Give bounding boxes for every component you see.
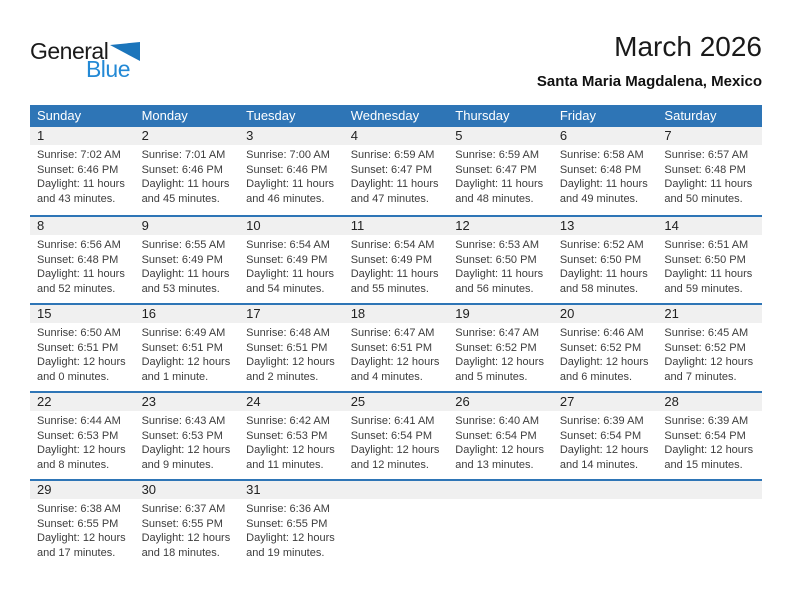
weekday-header-row bbox=[30, 105, 762, 127]
day-detail-line: Sunset: 6:55 PM bbox=[246, 517, 328, 530]
day-number: 21 bbox=[657, 305, 762, 323]
calendar-day-cell bbox=[657, 127, 762, 215]
calendar-day-cell bbox=[30, 127, 135, 215]
day-number: 13 bbox=[553, 217, 658, 235]
day-detail-line: Sunset: 6:48 PM bbox=[664, 163, 746, 176]
calendar-day-cell bbox=[344, 393, 449, 479]
day-number bbox=[553, 481, 658, 499]
day-detail-line: and 55 minutes. bbox=[350, 282, 429, 295]
day-detail-line: Sunset: 6:52 PM bbox=[455, 341, 537, 354]
calendar-day-cell bbox=[135, 305, 240, 391]
day-detail-line: Sunrise: 6:52 AM bbox=[559, 239, 644, 251]
day-detail-line: Sunset: 6:49 PM bbox=[246, 253, 328, 266]
calendar-day-cell-empty bbox=[344, 481, 449, 567]
day-detail-line: Sunset: 6:55 PM bbox=[141, 517, 223, 530]
day-number: 31 bbox=[239, 481, 344, 499]
calendar-day-cell bbox=[135, 217, 240, 303]
day-details bbox=[657, 323, 762, 384]
day-detail-line: Daylight: 12 hours bbox=[246, 532, 335, 545]
day-detail-line: Sunrise: 6:49 AM bbox=[141, 327, 226, 339]
day-detail-line: Sunset: 6:51 PM bbox=[37, 341, 119, 354]
calendar-day-cell bbox=[657, 217, 762, 303]
day-detail-line: Sunset: 6:50 PM bbox=[455, 253, 537, 266]
day-number: 26 bbox=[448, 393, 553, 411]
day-number: 27 bbox=[553, 393, 658, 411]
day-number: 22 bbox=[30, 393, 135, 411]
day-detail-line: and 56 minutes. bbox=[455, 282, 534, 295]
day-detail-line: Daylight: 12 hours bbox=[350, 444, 440, 457]
day-detail-line: Sunrise: 6:54 AM bbox=[350, 239, 435, 251]
day-number: 12 bbox=[448, 217, 553, 235]
day-detail-line: Sunrise: 7:01 AM bbox=[141, 149, 226, 161]
day-detail-line: Sunrise: 6:59 AM bbox=[455, 149, 540, 161]
week-row bbox=[30, 127, 762, 215]
calendar-day-cell bbox=[30, 481, 135, 567]
day-number: 24 bbox=[239, 393, 344, 411]
day-details bbox=[657, 145, 762, 206]
day-detail-line: Daylight: 11 hours bbox=[455, 268, 544, 281]
day-detail-line: Daylight: 11 hours bbox=[37, 268, 125, 281]
day-detail-line: Sunset: 6:53 PM bbox=[141, 429, 223, 442]
day-number: 18 bbox=[344, 305, 449, 323]
calendar-day-cell bbox=[239, 481, 344, 567]
calendar-day-cell bbox=[657, 393, 762, 479]
day-detail-line: Sunrise: 6:44 AM bbox=[37, 415, 121, 427]
day-detail-line: Sunrise: 6:57 AM bbox=[664, 149, 749, 161]
calendar-day-cell bbox=[344, 217, 449, 303]
day-detail-line: Daylight: 12 hours bbox=[141, 532, 231, 545]
calendar-day-cell bbox=[135, 481, 240, 567]
day-detail-line: Sunrise: 6:56 AM bbox=[37, 239, 121, 251]
weekday-sunday: Sunday bbox=[37, 108, 82, 123]
weekday-tuesday: Tuesday bbox=[246, 108, 296, 123]
day-detail-line: Sunrise: 6:48 AM bbox=[246, 327, 330, 339]
calendar-day-cell bbox=[553, 305, 658, 391]
day-details bbox=[448, 499, 553, 502]
day-detail-line: Sunrise: 6:53 AM bbox=[455, 239, 540, 251]
day-detail-line: Daylight: 11 hours bbox=[664, 268, 753, 281]
day-detail-line: and 54 minutes. bbox=[246, 282, 325, 295]
day-detail-line: Daylight: 11 hours bbox=[455, 178, 544, 191]
day-detail-line: Sunrise: 6:54 AM bbox=[246, 239, 330, 251]
day-number: 28 bbox=[657, 393, 762, 411]
week-row bbox=[30, 391, 762, 479]
day-number: 16 bbox=[135, 305, 240, 323]
calendar-day-cell-empty bbox=[553, 481, 658, 567]
general-blue-logo bbox=[30, 40, 142, 80]
weekday-wednesday: Wednesday bbox=[350, 108, 420, 123]
day-number bbox=[448, 481, 553, 499]
day-number: 3 bbox=[239, 127, 344, 145]
day-detail-line: Sunrise: 6:42 AM bbox=[246, 415, 330, 427]
calendar-day-cell bbox=[553, 393, 658, 479]
calendar-day-cell bbox=[239, 393, 344, 479]
day-detail-line: and 5 minutes. bbox=[455, 370, 528, 383]
weeks-container bbox=[30, 127, 762, 567]
calendar-day-cell bbox=[448, 393, 553, 479]
day-detail-line: Daylight: 12 hours bbox=[246, 356, 335, 369]
day-detail-line: and 47 minutes. bbox=[350, 192, 429, 205]
day-detail-line: Daylight: 12 hours bbox=[455, 356, 544, 369]
day-detail-line: Sunrise: 6:55 AM bbox=[141, 239, 226, 251]
day-detail-line: Daylight: 11 hours bbox=[350, 268, 439, 281]
day-number: 30 bbox=[135, 481, 240, 499]
day-detail-line: and 7 minutes. bbox=[664, 370, 737, 383]
day-number: 1 bbox=[30, 127, 135, 145]
calendar-day-cell-empty bbox=[657, 481, 762, 567]
day-details bbox=[344, 145, 449, 206]
day-details bbox=[239, 499, 344, 560]
day-detail-line: Daylight: 12 hours bbox=[246, 444, 335, 457]
day-detail-line: Sunset: 6:47 PM bbox=[350, 163, 433, 176]
day-detail-line: Sunset: 6:50 PM bbox=[559, 253, 642, 266]
day-number bbox=[657, 481, 762, 499]
day-detail-line: Sunset: 6:49 PM bbox=[141, 253, 223, 266]
day-detail-line: Sunrise: 6:59 AM bbox=[350, 149, 435, 161]
day-detail-line: Sunrise: 7:00 AM bbox=[246, 149, 330, 161]
day-detail-line: Sunrise: 6:58 AM bbox=[559, 149, 644, 161]
day-details bbox=[344, 235, 449, 296]
day-detail-line: Daylight: 12 hours bbox=[141, 444, 231, 457]
day-detail-line: and 13 minutes. bbox=[455, 458, 534, 471]
day-number: 2 bbox=[135, 127, 240, 145]
day-detail-line: Sunrise: 6:40 AM bbox=[455, 415, 540, 427]
day-detail-line: Sunset: 6:46 PM bbox=[141, 163, 223, 176]
day-detail-line: Daylight: 11 hours bbox=[559, 268, 648, 281]
day-detail-line: and 2 minutes. bbox=[246, 370, 319, 383]
day-detail-line: Daylight: 12 hours bbox=[664, 444, 754, 457]
day-details bbox=[135, 323, 240, 384]
day-detail-line: Sunrise: 6:47 AM bbox=[455, 327, 540, 339]
day-detail-line: Sunset: 6:51 PM bbox=[141, 341, 223, 354]
day-detail-line: and 52 minutes. bbox=[37, 282, 116, 295]
calendar-day-cell bbox=[448, 305, 553, 391]
day-detail-line: Sunrise: 6:39 AM bbox=[559, 415, 644, 427]
day-detail-line: and 17 minutes. bbox=[37, 546, 116, 559]
day-details bbox=[30, 145, 135, 206]
day-detail-line: Daylight: 11 hours bbox=[350, 178, 439, 191]
day-detail-line: Sunrise: 6:37 AM bbox=[141, 503, 226, 515]
day-number: 6 bbox=[553, 127, 658, 145]
day-detail-line: Sunrise: 6:39 AM bbox=[664, 415, 749, 427]
day-detail-line: and 48 minutes. bbox=[455, 192, 534, 205]
day-detail-line: Daylight: 11 hours bbox=[246, 178, 334, 191]
day-detail-line: Sunrise: 6:41 AM bbox=[350, 415, 435, 427]
calendar-day-cell bbox=[30, 393, 135, 479]
day-detail-line: and 53 minutes. bbox=[141, 282, 220, 295]
day-details bbox=[135, 499, 240, 560]
day-detail-line: Sunrise: 6:50 AM bbox=[37, 327, 121, 339]
day-detail-line: Sunset: 6:54 PM bbox=[455, 429, 537, 442]
day-number: 23 bbox=[135, 393, 240, 411]
day-details bbox=[553, 145, 658, 206]
day-number: 29 bbox=[30, 481, 135, 499]
calendar-day-cell bbox=[344, 305, 449, 391]
day-details bbox=[239, 323, 344, 384]
calendar-day-cell bbox=[657, 305, 762, 391]
day-number bbox=[344, 481, 449, 499]
day-detail-line: and 50 minutes. bbox=[664, 192, 743, 205]
day-details bbox=[448, 235, 553, 296]
day-detail-line: and 49 minutes. bbox=[559, 192, 639, 205]
day-detail-line: Sunset: 6:48 PM bbox=[37, 253, 119, 266]
calendar-day-cell bbox=[239, 127, 344, 215]
day-detail-line: and 11 minutes. bbox=[246, 458, 324, 471]
day-detail-line: Daylight: 12 hours bbox=[350, 356, 440, 369]
day-details bbox=[344, 411, 449, 472]
day-details bbox=[553, 235, 658, 296]
day-number: 20 bbox=[553, 305, 658, 323]
day-detail-line: and 43 minutes. bbox=[37, 192, 116, 205]
calendar-day-cell bbox=[135, 393, 240, 479]
day-detail-line: Daylight: 11 hours bbox=[141, 178, 230, 191]
day-number: 17 bbox=[239, 305, 344, 323]
day-details bbox=[30, 235, 135, 296]
day-detail-line: and 4 minutes. bbox=[350, 370, 423, 383]
day-details bbox=[344, 323, 449, 384]
calendar-day-cell bbox=[30, 217, 135, 303]
day-detail-line: Sunrise: 7:02 AM bbox=[37, 149, 121, 161]
day-detail-line: and 0 minutes. bbox=[37, 370, 110, 383]
day-detail-line: Sunrise: 6:51 AM bbox=[664, 239, 749, 251]
day-number: 5 bbox=[448, 127, 553, 145]
day-detail-line: Sunrise: 6:47 AM bbox=[350, 327, 435, 339]
weekday-monday: Monday bbox=[141, 108, 188, 123]
day-detail-line: Daylight: 12 hours bbox=[141, 356, 231, 369]
day-details bbox=[448, 323, 553, 384]
day-detail-line: Sunset: 6:54 PM bbox=[664, 429, 746, 442]
day-number: 14 bbox=[657, 217, 762, 235]
day-detail-line: Sunset: 6:52 PM bbox=[559, 341, 642, 354]
calendar-day-cell bbox=[30, 305, 135, 391]
day-detail-line: Daylight: 12 hours bbox=[559, 444, 649, 457]
calendar-day-cell bbox=[344, 127, 449, 215]
day-detail-line: Daylight: 12 hours bbox=[37, 444, 126, 457]
day-details bbox=[135, 411, 240, 472]
page-title: March 2026 bbox=[614, 31, 762, 62]
day-detail-line: Daylight: 12 hours bbox=[559, 356, 649, 369]
day-details bbox=[239, 145, 344, 206]
day-detail-line: Daylight: 12 hours bbox=[455, 444, 544, 457]
day-number: 9 bbox=[135, 217, 240, 235]
day-details bbox=[239, 235, 344, 296]
day-number: 7 bbox=[657, 127, 762, 145]
day-detail-line: and 14 minutes. bbox=[559, 458, 639, 471]
day-detail-line: Sunset: 6:46 PM bbox=[246, 163, 328, 176]
week-row bbox=[30, 303, 762, 391]
day-detail-line: and 45 minutes. bbox=[141, 192, 220, 205]
day-detail-line: Sunrise: 6:45 AM bbox=[664, 327, 749, 339]
day-number: 25 bbox=[344, 393, 449, 411]
day-detail-line: Sunset: 6:47 PM bbox=[455, 163, 537, 176]
calendar-day-cell bbox=[553, 217, 658, 303]
day-details bbox=[135, 145, 240, 206]
day-detail-line: Daylight: 12 hours bbox=[664, 356, 754, 369]
day-detail-line: Daylight: 11 hours bbox=[559, 178, 648, 191]
day-details bbox=[135, 235, 240, 296]
day-detail-line: Sunrise: 6:46 AM bbox=[559, 327, 644, 339]
week-row bbox=[30, 479, 762, 567]
calendar-day-cell bbox=[448, 127, 553, 215]
day-detail-line: Sunset: 6:55 PM bbox=[37, 517, 119, 530]
calendar-day-cell bbox=[448, 217, 553, 303]
day-detail-line: and 9 minutes. bbox=[141, 458, 214, 471]
day-details bbox=[448, 145, 553, 206]
day-details bbox=[553, 411, 658, 472]
day-detail-line: and 12 minutes. bbox=[350, 458, 429, 471]
day-detail-line: Sunset: 6:52 PM bbox=[664, 341, 746, 354]
day-number: 4 bbox=[344, 127, 449, 145]
page-subtitle: Santa Maria Magdalena, Mexico bbox=[536, 73, 762, 90]
weekday-saturday: Saturday bbox=[664, 108, 717, 123]
day-detail-line: and 19 minutes. bbox=[246, 546, 325, 559]
day-details bbox=[657, 411, 762, 472]
calendar-day-cell-empty bbox=[448, 481, 553, 567]
day-detail-line: Sunset: 6:49 PM bbox=[350, 253, 433, 266]
day-detail-line: Daylight: 11 hours bbox=[37, 178, 125, 191]
day-detail-line: and 46 minutes. bbox=[246, 192, 325, 205]
weekday-friday: Friday bbox=[559, 108, 596, 123]
day-detail-line: Sunset: 6:48 PM bbox=[559, 163, 642, 176]
logo-text-blue: Blue bbox=[85, 56, 130, 82]
day-details bbox=[657, 235, 762, 296]
day-detail-line: Sunset: 6:50 PM bbox=[664, 253, 746, 266]
day-detail-line: Sunrise: 6:38 AM bbox=[37, 503, 121, 515]
day-details bbox=[657, 499, 762, 502]
day-details bbox=[553, 499, 658, 502]
day-detail-line: and 59 minutes. bbox=[664, 282, 743, 295]
day-detail-line: Daylight: 11 hours bbox=[141, 268, 230, 281]
day-detail-line: and 6 minutes. bbox=[559, 370, 632, 383]
day-detail-line: Sunset: 6:53 PM bbox=[37, 429, 119, 442]
day-number: 10 bbox=[239, 217, 344, 235]
day-detail-line: Sunset: 6:54 PM bbox=[559, 429, 642, 442]
day-detail-line: Daylight: 11 hours bbox=[246, 268, 334, 281]
calendar-day-cell bbox=[553, 127, 658, 215]
day-detail-line: and 8 minutes. bbox=[37, 458, 110, 471]
weekday-thursday: Thursday bbox=[455, 108, 510, 123]
calendar-day-cell bbox=[239, 305, 344, 391]
day-details bbox=[239, 411, 344, 472]
day-detail-line: Sunset: 6:54 PM bbox=[350, 429, 433, 442]
day-details bbox=[30, 323, 135, 384]
day-details bbox=[344, 499, 449, 502]
day-detail-line: Daylight: 12 hours bbox=[37, 532, 126, 545]
day-number: 11 bbox=[344, 217, 449, 235]
day-detail-line: Sunset: 6:51 PM bbox=[246, 341, 328, 354]
title-block bbox=[537, 30, 762, 90]
day-detail-line: Sunrise: 6:43 AM bbox=[141, 415, 226, 427]
logo-text-general: General bbox=[30, 38, 109, 64]
day-details bbox=[30, 411, 135, 472]
calendar-table bbox=[30, 105, 762, 567]
day-detail-line: Sunset: 6:53 PM bbox=[246, 429, 328, 442]
day-detail-line: Sunset: 6:46 PM bbox=[37, 163, 119, 176]
calendar-day-cell bbox=[239, 217, 344, 303]
week-row bbox=[30, 215, 762, 303]
day-detail-line: and 18 minutes. bbox=[141, 546, 220, 559]
day-number: 15 bbox=[30, 305, 135, 323]
day-detail-line: Sunset: 6:51 PM bbox=[350, 341, 433, 354]
day-details bbox=[30, 499, 135, 560]
calendar-day-cell bbox=[135, 127, 240, 215]
day-number: 19 bbox=[448, 305, 553, 323]
day-detail-line: and 1 minute. bbox=[141, 370, 209, 383]
day-detail-line: and 58 minutes. bbox=[559, 282, 639, 295]
day-details bbox=[448, 411, 553, 472]
day-detail-line: Daylight: 12 hours bbox=[37, 356, 126, 369]
day-details bbox=[553, 323, 658, 384]
day-number: 8 bbox=[30, 217, 135, 235]
day-detail-line: Sunrise: 6:36 AM bbox=[246, 503, 330, 515]
day-detail-line: and 15 minutes. bbox=[664, 458, 743, 471]
day-detail-line: Daylight: 11 hours bbox=[664, 178, 753, 191]
